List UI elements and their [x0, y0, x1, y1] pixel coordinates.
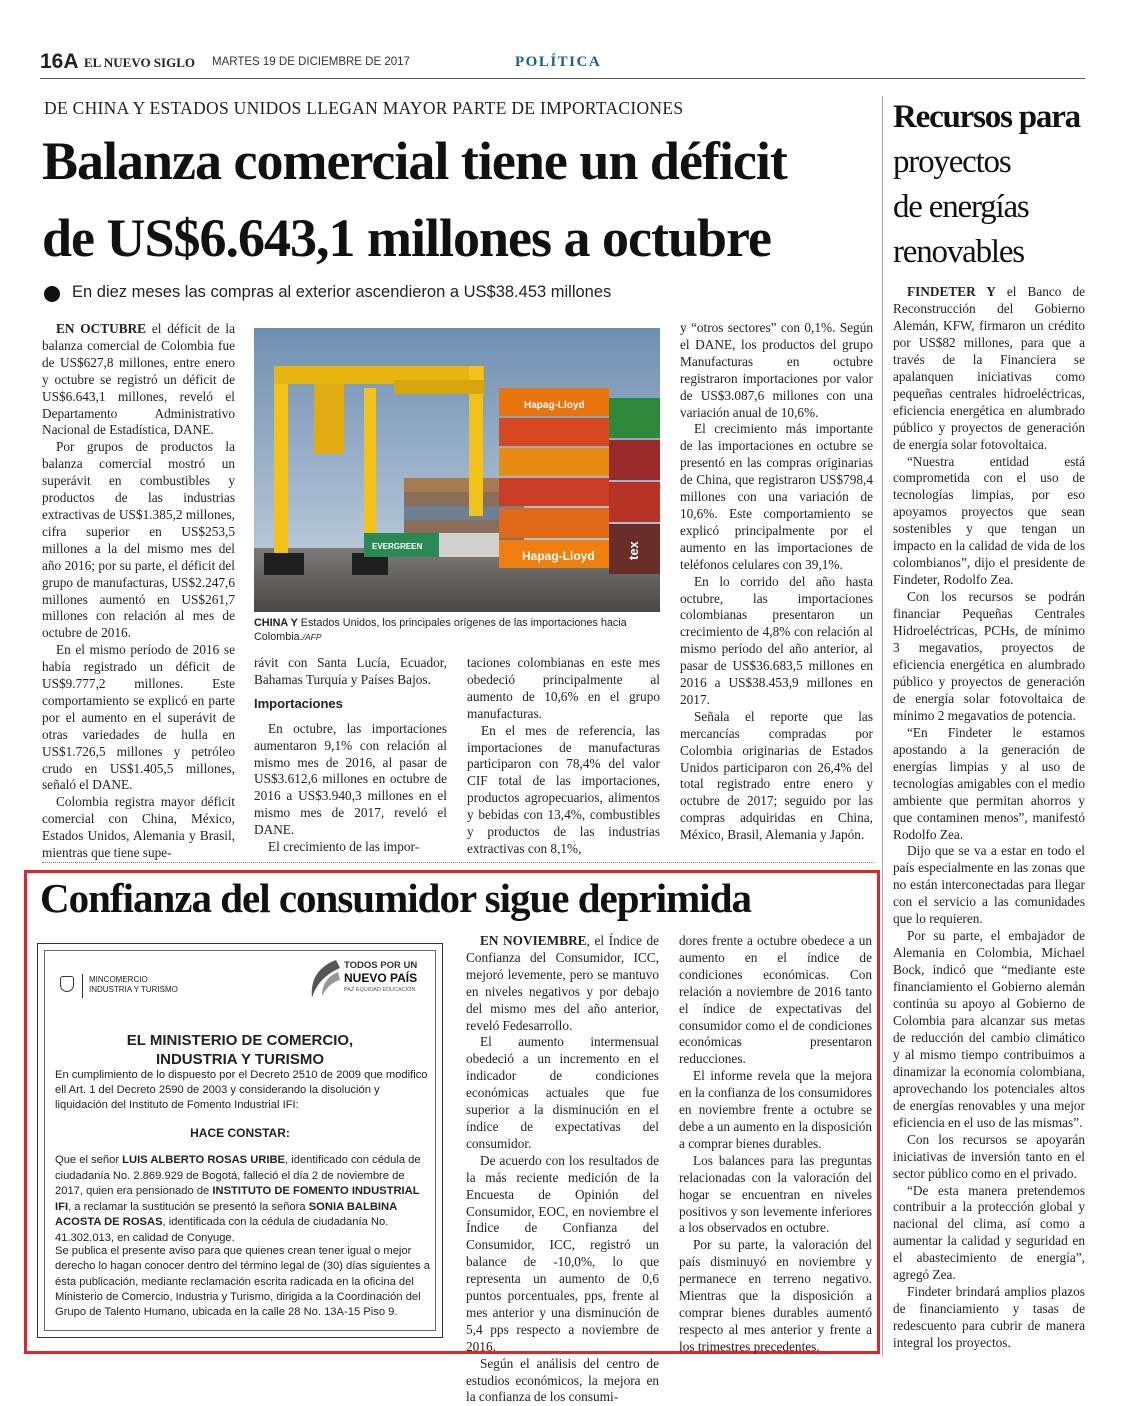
photo-caption: CHINA Y Estados Unidos, los principales orígenes de las importaciones hacia Colombia./AFP	[254, 617, 627, 643]
paragraph: “Nuestra entidad está comprometida con el uso de tecnologías limpias, por eso apoyamos proyectos que sean sostenibles y que tengan un impacto en la calidad de vida de los colombianos”, dijo el presidente de Findeter, Rodolfo Zea.	[893, 453, 1085, 588]
hace-constar: HACE CONSTAR:	[190, 1126, 290, 1140]
logo-divider	[82, 974, 83, 998]
paragraph: Según el análisis del centro de estudios económicos, la mejora en la confianza de los consumi-	[466, 1355, 659, 1405]
main-col-1	[42, 321, 235, 861]
paragraph: Señala el reporte que las mercancías compradas por Colombia originarias de Estados Unidos participaron con 26,4% del total registrado entre enero y octubre de 2017; seguido por las compras adquiridas en China, México, Brasil, Alemania y Japón.	[680, 708, 873, 843]
paragraph: El crecimiento de las impor-	[268, 839, 420, 855]
subhead-text: En diez meses las compras al exterior ascendieron a US$38.453 millones	[72, 283, 612, 301]
paragraph: FINDETER Y el Banco de Reconstrucción del Gobierno Alemán, KFW, firmaron un crédito por US$82 millones, para que a través de la Financiera se apalanquen iniciativas como pequeñas centrales hidroeléctricas, eficiencia energética en alumbrado público y proyectos de generación de energía solar fotovoltaica.	[893, 284, 1085, 452]
mincomercio-logo: MINCOMERCIO INDUSTRIA Y TURISMO	[60, 974, 220, 998]
sidebar-body	[893, 284, 1085, 1354]
headline-line-1: Balanza comercial tiene un déficit	[42, 131, 787, 191]
photo-label-3: Hapag-Lloyd	[522, 549, 595, 563]
paragraph: Dijo que se va a estar en todo el país especialmente en las zonas que no están interconectadas para llegar con el servicio a las comunidades que lo requieren.	[893, 843, 1085, 927]
paragraph: “En Findeter le estamos apostando a la generación de energías limpias y al uso de tecnologías amigables con el medio ambiente que permitan ahorros y que contaminen menos”, manifestó Rodolfo Zea.	[893, 724, 1085, 842]
page-number: 16A	[40, 50, 79, 73]
sidebar-title: Recursos para proyectos de energías renovables	[893, 99, 1080, 270]
section-label: POLÍTICA	[515, 54, 602, 70]
lower-col-1	[466, 933, 659, 1405]
paragraph: “De esta manera pretendemos contribuir a la protección global y nacional del clima, así como a aumentar la calidad y seguridad en el abastecimiento de energía”, agregó Zea.	[893, 1182, 1085, 1283]
paragraph: EN OCTUBRE el déficit de la balanza comercial de Colombia fue de US$627,8 millones, entre enero y octubre se registró un déficit de US$6.643,1 millones, reveló el Departamento Administrativo Nacional de Estadística, DANE.	[42, 321, 235, 438]
port-photo-illustration	[254, 328, 660, 612]
paragraph: El informe revela que la mejora en la confianza de los consumidores en noviembre frente a octubre se debe a un aumento en la disposición a comprar bienes durables.	[679, 1068, 872, 1151]
headline-line-2: de US$6.643,1 millones a octubre	[42, 208, 772, 268]
paragraph: Los balances para las preguntas relacionadas con la valoración del hogar se encuentran en niveles positivos y son levemente inferiores a los observados en octubre.	[679, 1152, 872, 1236]
lower-col-2	[679, 933, 872, 1354]
subhead	[44, 283, 874, 305]
paragraph: Findeter brindará amplios plazos de financiamiento y tasas de redescuento para cubrir de manera integral los proyectos.	[893, 1284, 1085, 1351]
notice-title: EL MINISTERIO DE COMERCIO, INDUSTRIA Y TURISMO	[126, 1032, 354, 1068]
main-col-3	[467, 655, 660, 856]
paper-name: EL NUEVO SIGLO	[84, 55, 195, 70]
coat-of-arms-icon	[60, 976, 74, 992]
main-col-4	[680, 320, 873, 845]
bullet-icon	[44, 286, 60, 302]
main-col-2	[254, 655, 447, 855]
paragraph: Con los recursos se apoyarán iniciativas de inversión tanto en el sector público como en el privado.	[893, 1131, 1085, 1181]
paragraph: El aumento intermensual obedeció a un incremento en el indicador de condiciones económicas actuales que fue superior a la disminución en el índice de expectativas del consumidor.	[466, 1034, 659, 1151]
paragraph: Por grupos de productos la balanza comercial mostró un superávit en combustibles y productos de las industrias extractivas de US$1.385,2 millones, cifra superior en US$253,5 millones a la del mismo mes del año 2016; por su parte, el déficit del grupo de manufacturas, US$2.247,6 millones aumentó en US$261,7 millones con relación al mes de octubre de 2016.	[42, 439, 235, 641]
paragraph: En octubre, las importaciones aumentaron 9,1% con relación al mismo mes de 2016, al pasar de US$3.612,6 millones en octubre de 2016 a US$3.940,3 millones en el mismo mes de 2017, reveló el DANE.	[254, 720, 447, 838]
paragraph: taciones colombianas en este mes obedeció principalmente al aumento de 10,6% en el grupo manufacturas.	[467, 655, 660, 721]
notice-intro: En cumplimiento de lo dispuesto por el Decreto 2510 de 2009 que modifico ell Art. 1 del Decreto 2590 de 2003 y considerando la disolución y liquidación del Instituto de Fomento Industrial IFI:	[55, 1069, 428, 1111]
paragraph: y “otros sectores” con 0,1%. Según el DANE, los productos del grupo Manufacturas en octubre registraron importaciones por valor de US$3.087,6 millones con una variación anual de 10,6%.	[680, 320, 873, 420]
paragraph: EN NOVIEMBRE, el Índice de Confianza del Consumidor, ICC, mejoró levemente, pero se mantuvo en niveles negativos y por debajo del mismo mes del año anterior, reveló Fedesarrollo.	[466, 933, 659, 1033]
wing-logo-icon	[306, 958, 342, 1000]
lower-headline: Confianza del consumidor sigue deprimida	[40, 875, 751, 921]
paragraph: Por su parte, el embajador de Alemania en Colombia, Michael Bock, indicó que “mediante este financiamiento el Gobierno alemán continúa su apoyo al Gobierno de Colombia para alcanzar sus metas de reducción del cambio climático y al mismo tiempo contribuimos a dinamizar la economía colombiana, aprovechando los potenciales altos de energías renovables y una mejor eficiencia en el uso de las mismas”.	[893, 928, 1085, 1130]
photo-label-1: Hapag-Lloyd	[524, 400, 585, 411]
photo-label-4: tex	[626, 541, 641, 560]
photo-label-2: EVERGREEN	[372, 542, 423, 551]
section-subhead: Importaciones	[254, 695, 343, 711]
legal-notice	[37, 943, 443, 1338]
notice-closing: Se publica el presente aviso para que quienes crean tener igual o mejor derecho lo hagan conocer dentro del término legal de (30) días siguientes a ésta publicación, mediante reclamación escrita radicada en la oficina del Ministerio de Comercio, Industria y Turismo, dirigida a la Coordinación del Grupo de Talento Humano, ubicada en la calle 28 No. 13A-15 Piso 9.	[55, 1245, 431, 1319]
dotted-divider	[42, 862, 874, 863]
paragraph: dores frente a octubre obedece a un aumento en el índice de condiciones económicas. Con relación a noviembre de 2016 tanto el índice de expectativas del consumidor como el de condiciones económicas presentaron reducciones.	[679, 933, 872, 1067]
page-header	[40, 50, 1085, 76]
paragraph: Con los recursos se podrán financiar Pequeñas Centrales Hidroeléctricas, PCHs, de mínimo 3 megavatios, proyectos de eficiencia energética en alumbrado público y proyectos de generación de energía solar fotovoltaica de mínimo 2 megavatios de potencia.	[893, 589, 1085, 723]
headline	[42, 132, 872, 268]
port-photo	[254, 328, 660, 612]
paragraph: En lo corrido del año hasta octubre, las importaciones colombianas presentaron un crecimiento de 4,8% con relación al mismo período del año anterior, al pasar de US$36.683,5 millones en 2016 a US$38.453,9 millones en 2017.	[680, 573, 873, 707]
kicker: DE CHINA Y ESTADOS UNIDOS LLEGAN MAYOR PARTE DE IMPORTACIONES	[44, 98, 684, 118]
todos-por-un-nuevo-pais-logo: TODOS POR UN NUEVO PAÍS PAZ EQUIDAD EDUCACIÓN	[306, 956, 436, 1004]
page-date: MARTES 19 DE DICIEMBRE DE 2017	[212, 56, 410, 68]
header-rule	[40, 78, 1085, 79]
sidebar-divider	[882, 96, 883, 1356]
notice-body: Que el señor LUIS ALBERTO ROSAS URIBE, identificado con cédula de ciudadanía No. 2.869.929 de Bogotá, falleció el día 2 de noviembre de 2017, quien era pensionado de INSTITUTO DE FOMENTO INDUSTRIAL IFI, a reclamar la sustitución se presentó la señora SONIA BALBINA ACOSTA DE ROSAS, identificada con la cédula de ciudadanía No. 41.302.013, en calidad de Conyuge.	[55, 1154, 421, 1244]
paragraph: En el mismo período de 2016 se había registrado un déficit de US$9.777,2 millones. Este comportamiento se explicó en parte por el aumento en el superávit de otras variedades de hulla en US$1.726,5 millones y petróleo crudo en US$1.405,5 millones, señaló el DANE.	[42, 642, 235, 793]
paragraph: De acuerdo con los resultados de la más reciente medición de la Encuesta de Opinión del Consumidor, EOC, en noviembre el Índice de Confianza del Consumidor, ICC, registró un balance de -10,0%, lo que representa un aumento de 0,6 puntos porcentuales, pps, frente al mes anterior y una disminución de 5,4 pps respecto a noviembre de 2016.	[466, 1152, 659, 1354]
paragraph: Por su parte, la valoración del país disminuyó en noviembre y permanece en terreno negativo. Mientras que la disposición a comprar bienes durables aumentó respecto al mes anterior y frente a los trimestres precedentes.	[679, 1237, 872, 1354]
paragraph: En el mes de referencia, las importaciones de manufacturas participaron con 78,4% del valor CIF total de las importaciones, productos agropecuarios, alimentos y bebidas con 13,4%, combustibles y productos de las industrias extractivas con 8,1%,	[467, 722, 660, 856]
paragraph: Colombia registra mayor déficit comercial con China, México, Estados Unidos, Alemania y Brasil, mientras que tiene supe-	[42, 794, 235, 861]
paragraph: rávit con Santa Lucía, Ecuador, Bahamas Turquía y Países Bajos.	[254, 655, 447, 687]
paragraph: El crecimiento más importante de las importaciones en octubre se presentó en las compras originarias de China, que registraron US$798,4 millones con una variación de 10,6%. Este comportamiento se explicó principalmente por el aumento en las importaciones de teléfonos celulares con 39,1%.	[680, 421, 873, 572]
